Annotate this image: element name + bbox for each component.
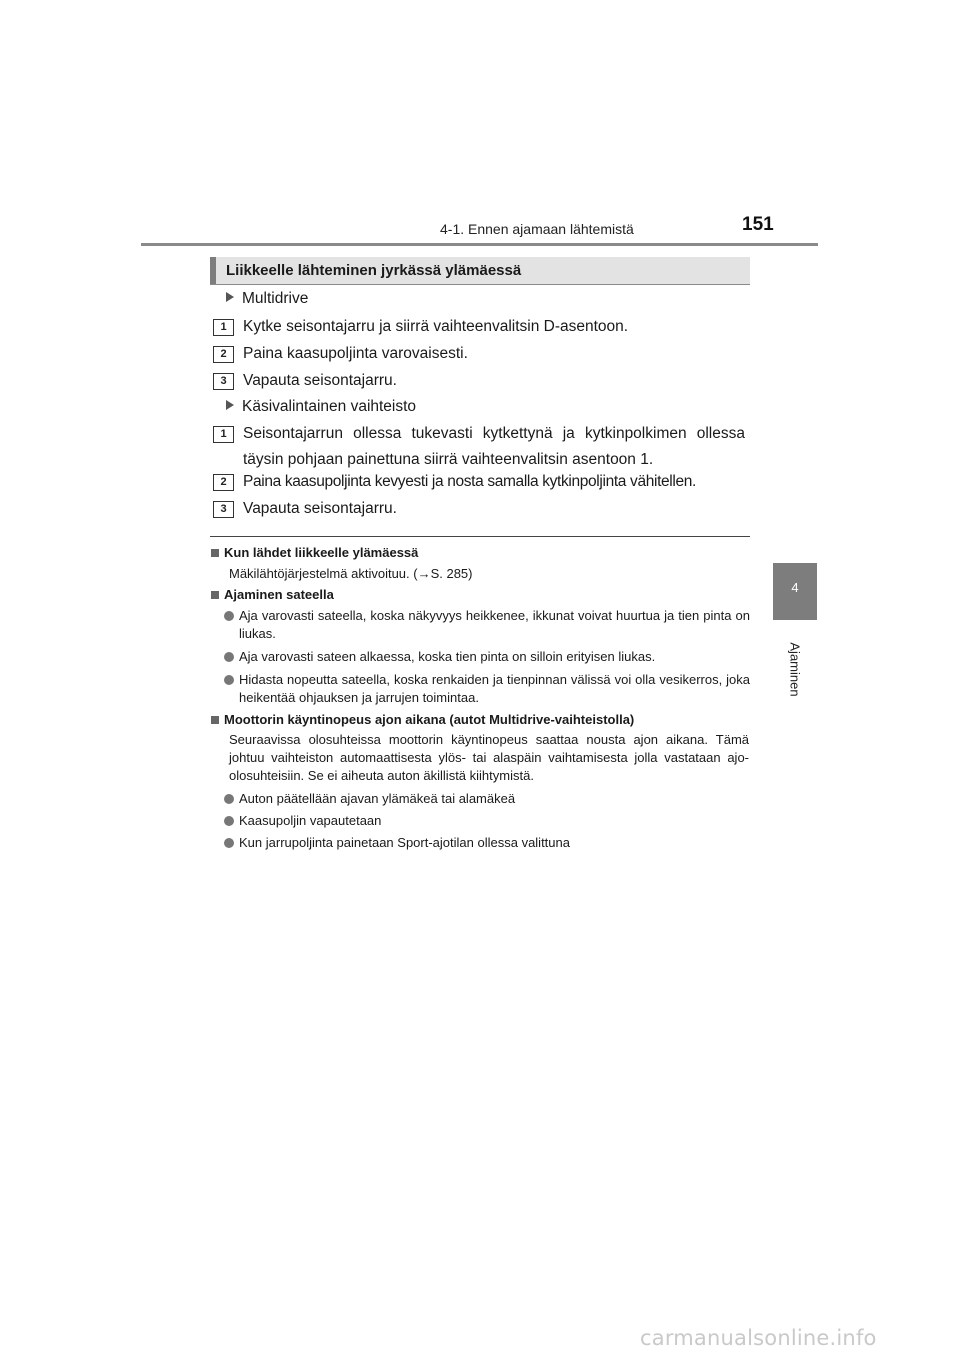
triangle-bullet-icon (226, 400, 234, 410)
step-text: Kytke seisontajarru ja siirrä vaihteenvalitsin D-asentoon. (243, 318, 629, 335)
page-number: 151 (742, 214, 774, 235)
bullet-text: Aja varovasti sateen alkaessa, koska tien pinta on silloin erityisen liukas. (239, 649, 656, 664)
watermark: carmanualsonline.info (640, 1326, 877, 1350)
step-text: Vapauta seisontajarru. (243, 500, 397, 517)
note-heading-text: Ajaminen sateella (224, 587, 334, 602)
bullet-dot-icon (224, 675, 234, 685)
step-text: Paina kaasupoljinta kevyesti ja nosta samalla kytkinpoljinta vähitellen. (243, 473, 696, 490)
bullet-text: Auton päätellään ajavan ylämäkeä tai alamäkeä (239, 791, 516, 806)
step-number-box: 3 (213, 373, 234, 390)
note-heading-text: Kun lähdet liikkeelle ylämäessä (224, 545, 419, 560)
step-number-box: 1 (213, 319, 234, 336)
bullet-text: Aja varovasti sateella, koska näkyvyys heikkenee, ikkunat voivat huurtua ja tien pinta on liukas. (239, 608, 750, 641)
bullet-dot-icon (224, 816, 234, 826)
chapter-tab: 4 (773, 563, 817, 620)
bullet-text: Hidasta nopeutta sateella, koska renkaiden ja tienpinnan välissä voi olla vesikerros, joka heikentää ohjauksen ja jarrujen toimintaa. (239, 672, 750, 705)
chapter-title: 4-1. Ennen ajamaan lähtemistä (440, 221, 634, 237)
note-text: Seuraavissa olosuhteissa moottorin käyntinopeus saattaa nousta ajon aikana. Tämä johtuu vaihteiston automaattisesta ylös- tai alaspäin vaihtamisesta jolla vastataan ajo-olosuhteisiin. Se ei aiheuta auton äkillistä kiihtymistä. (229, 732, 749, 783)
note-heading (211, 545, 418, 560)
square-bullet-icon (211, 591, 219, 599)
procedure-subhead-multidrive (226, 290, 308, 308)
triangle-bullet-icon (226, 292, 234, 302)
bullet-text: Kaasupoljin vapautetaan (239, 813, 382, 828)
square-bullet-icon (211, 549, 219, 557)
note-text: Mäkilähtöjärjestelmä aktivoituu. (→S. 285) (229, 566, 473, 581)
bullet-text: Kun jarrupoljinta painetaan Sport-ajotilan ollessa valittuna (239, 835, 570, 850)
note-heading-text: Moottorin käyntinopeus ajon aikana (autot Multidrive-vaihteistolla) (224, 712, 635, 727)
square-bullet-icon (211, 716, 219, 724)
chapter-tab-label: Ajaminen (787, 642, 803, 697)
step-text: Paina kaasupoljinta varovaisesti. (243, 345, 468, 362)
step-number-box: 2 (213, 346, 234, 363)
section-heading (210, 257, 750, 285)
bullet-dot-icon (224, 611, 234, 621)
procedure-subhead-manual (226, 398, 416, 416)
step-number-box: 3 (213, 501, 234, 518)
step-text: Seisontajarrun ollessa tukevasti kytkettynä ja kytkinpolkimen ollessa täysin pohjaan painettuna siirrä vaihteenvalitsin asentoon 1. (243, 425, 745, 468)
subhead-text: Multidrive (242, 290, 309, 307)
step-text: Vapauta seisontajarru. (243, 372, 397, 389)
step-number-box: 1 (213, 426, 234, 443)
note-heading (211, 712, 634, 727)
section-heading-text: Liikkeelle lähteminen jyrkässä ylämäessä (226, 262, 522, 279)
bullet-dot-icon (224, 652, 234, 662)
subhead-text: Käsivalintainen vaihteisto (242, 398, 417, 415)
header-rule (141, 243, 818, 246)
bullet-dot-icon (224, 794, 234, 804)
note-heading (211, 587, 334, 602)
section-heading-bar (210, 257, 216, 284)
bullet-dot-icon (224, 838, 234, 848)
step-number-box: 2 (213, 474, 234, 491)
section-divider (210, 536, 750, 537)
